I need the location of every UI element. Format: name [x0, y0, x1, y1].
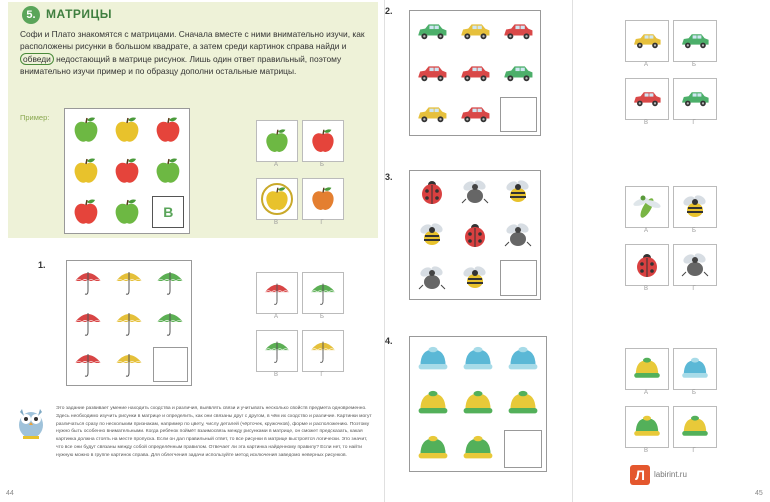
matrix-row — [67, 261, 191, 302]
umbrella-icon-red — [67, 344, 108, 385]
option-card-2[interactable] — [625, 244, 669, 286]
parent-note: Это задание развивает умение находить сходства и различия, выявлять связи и учитывать несколько свойств предмета одновременно. Здесь необходимо изучить рисунки в матрице и определить, как они связаны друг с другом, в чём их сходство и различие. Картинки могут различаться сразу по нескольким признакам, например по цвету, числу деталей (чёрточек, кружочков), форме и расположению. Поэтому нужно быть особенно внимательными. Когда ребёнок поймёт взаимосвязь между рисунками в матрице, он сможет предсказать, какая картинка должна стоять на месте пропуска. Если он дал правильный ответ, то все рисунки в матрице выстроятся логически. Это значит, что все они будут связаны между собой определённым правилом. Отвечает ли эта картинка найденному правилу? Если нет, то найти нужную можно в группе картинок справа. Для облегчения задачи используйте метод исключения заведомо неверных рисунков. — [56, 406, 372, 458]
option-card-1[interactable] — [673, 348, 717, 390]
option-label: В — [643, 120, 648, 126]
option-card-2[interactable] — [256, 330, 298, 372]
insect-icon-bee — [410, 214, 453, 257]
option-card-3[interactable] — [673, 406, 717, 448]
car-icon-red — [453, 94, 496, 135]
matrix-row — [410, 337, 546, 382]
insect-icon-ladybug — [632, 250, 662, 280]
task3-matrix — [409, 170, 541, 300]
exercise-badge: 5. — [22, 6, 40, 24]
intro-text — [20, 28, 378, 78]
insect-icon-fly — [680, 250, 710, 280]
option-label: А — [643, 390, 648, 396]
option-card-1[interactable] — [302, 272, 344, 314]
option-label: В — [643, 448, 648, 454]
matrix-cell-missing[interactable] — [497, 94, 540, 135]
umbrella-icon-green — [150, 261, 191, 302]
apple-icon-red — [148, 109, 189, 150]
insect-icon-fly — [410, 256, 453, 299]
owl-icon — [14, 404, 48, 440]
matrix-row — [410, 52, 540, 93]
option-card-3[interactable] — [673, 244, 717, 286]
car-icon-red — [631, 89, 663, 108]
hat-icon-yellow — [631, 357, 663, 381]
insect-icon-bee — [680, 192, 710, 222]
task4-number: 4. — [385, 336, 393, 346]
watermark-text: labirint.ru — [654, 470, 687, 479]
option-label: Г — [692, 448, 696, 454]
apple-icon-red — [106, 150, 147, 191]
option-label: А — [643, 62, 648, 68]
umbrella-icon-red — [263, 279, 291, 307]
option-card-2[interactable] — [256, 178, 298, 220]
option-card-0[interactable] — [625, 186, 669, 228]
apple-icon-red — [65, 192, 106, 233]
matrix-row — [410, 256, 540, 299]
option-label: А — [273, 314, 278, 320]
apple-icon-red — [309, 127, 337, 155]
option-label: Г — [320, 220, 324, 226]
answer-letter: В — [152, 196, 184, 228]
insect-icon-bee — [497, 171, 540, 214]
task4-matrix — [409, 336, 547, 472]
hat-icon-green — [455, 426, 500, 471]
matrix-row — [410, 426, 546, 471]
empty-slot[interactable] — [153, 347, 188, 382]
insect-icon-bee — [453, 256, 496, 299]
page-number-left: 44 — [6, 490, 14, 497]
hat-icon-green — [631, 415, 663, 439]
apple-icon-orange — [309, 185, 337, 213]
umbrella-icon-red — [67, 261, 108, 302]
hat-icon-yellow — [455, 382, 500, 427]
task2-number: 2. — [385, 6, 393, 16]
matrix-row — [410, 214, 540, 257]
example-matrix — [64, 108, 190, 234]
car-icon-yellow — [453, 11, 496, 52]
apple-icon-yellow — [261, 183, 293, 215]
matrix-cell-missing[interactable] — [150, 344, 191, 385]
task1-matrix — [66, 260, 192, 386]
hat-icon-blue — [455, 337, 500, 382]
option-label: Г — [692, 286, 696, 292]
car-icon-green — [497, 52, 540, 93]
insect-icon-fly — [453, 171, 496, 214]
insect-icon-ladybug — [453, 214, 496, 257]
option-card-1[interactable] — [302, 120, 344, 162]
option-label: Б — [692, 390, 696, 396]
umbrella-icon-green — [150, 302, 191, 343]
matrix-row — [410, 94, 540, 135]
hat-icon-yellow — [501, 382, 546, 427]
umbrella-icon-red — [67, 302, 108, 343]
option-card-0[interactable] — [256, 272, 298, 314]
option-card-1[interactable] — [673, 20, 717, 62]
option-card-3[interactable] — [302, 330, 344, 372]
option-card-3[interactable] — [673, 78, 717, 120]
option-label: В — [643, 286, 648, 292]
circled-word: обведи — [20, 53, 54, 65]
matrix-cell-missing[interactable] — [497, 256, 540, 299]
matrix-cell-missing[interactable] — [501, 426, 546, 471]
option-card-0[interactable] — [625, 348, 669, 390]
umbrella-icon-green — [309, 279, 337, 307]
car-icon-red — [453, 52, 496, 93]
umbrella-icon-yellow — [108, 302, 149, 343]
apple-icon-green — [65, 109, 106, 150]
example-label: Пример: — [20, 113, 50, 122]
option-label: Г — [692, 120, 696, 126]
matrix-cell-missing[interactable] — [148, 192, 189, 233]
matrix-row — [410, 11, 540, 52]
hat-icon-yellow — [410, 382, 455, 427]
option-label: А — [643, 228, 648, 234]
option-card-0[interactable] — [625, 20, 669, 62]
option-label: В — [273, 220, 278, 226]
car-icon-green — [679, 31, 711, 50]
option-label: В — [273, 372, 278, 378]
option-label: Б — [692, 228, 696, 234]
option-card-1[interactable] — [673, 186, 717, 228]
task1-number: 1. — [38, 260, 46, 270]
intro-part-1: Софи и Плато знакомятся с матрицами. Сначала вместе с ними внимательно изучи, как расположены рисунки в большом квадрате, а затем среди картинок справа найди и — [20, 29, 365, 52]
matrix-row — [410, 382, 546, 427]
apple-icon-yellow — [65, 150, 106, 191]
empty-slot[interactable] — [500, 260, 537, 296]
option-label: Б — [320, 314, 324, 320]
matrix-row — [67, 344, 191, 385]
intro-part-2: недостающий в матрице рисунок. Лишь один ответ правильный, поэтому внимательно изучи пример и по образцу дополни остальные матрицы. — [20, 53, 342, 77]
option-label: Б — [320, 162, 324, 168]
empty-slot[interactable] — [504, 430, 542, 468]
car-icon-green — [410, 11, 453, 52]
matrix-row — [410, 171, 540, 214]
task2-matrix — [409, 10, 541, 136]
option-label: Г — [320, 372, 324, 378]
option-card-0[interactable] — [256, 120, 298, 162]
apple-icon-green — [148, 150, 189, 191]
umbrella-icon-green — [263, 337, 291, 365]
car-icon-yellow — [631, 31, 663, 50]
hat-icon-green — [410, 426, 455, 471]
umbrella-icon-yellow — [108, 344, 149, 385]
car-icon-red — [410, 52, 453, 93]
car-icon-yellow — [410, 94, 453, 135]
hat-icon-blue — [501, 337, 546, 382]
option-card-3[interactable] — [302, 178, 344, 220]
apple-icon-yellow — [106, 109, 147, 150]
insect-icon-dragonfly — [632, 192, 662, 222]
task3-number: 3. — [385, 172, 393, 182]
car-icon-red — [497, 11, 540, 52]
matrix-row — [65, 192, 189, 233]
page-number-right: 45 — [755, 490, 763, 497]
insect-icon-ladybug — [410, 171, 453, 214]
umbrella-icon-yellow — [108, 261, 149, 302]
matrix-row — [67, 302, 191, 343]
apple-icon-green — [106, 192, 147, 233]
option-label: А — [273, 162, 278, 168]
apple-icon-green — [263, 127, 291, 155]
matrix-row — [65, 109, 189, 150]
right-page — [385, 0, 770, 502]
exercise-title: МАТРИЦЫ — [46, 7, 113, 21]
watermark-logo: Л — [630, 465, 650, 485]
matrix-row — [65, 150, 189, 191]
option-label: Б — [692, 62, 696, 68]
insect-icon-fly — [497, 214, 540, 257]
hat-icon-blue — [679, 357, 711, 381]
hat-icon-blue — [410, 337, 455, 382]
hat-icon-yellow — [679, 415, 711, 439]
empty-slot[interactable] — [500, 97, 537, 132]
car-icon-green — [679, 89, 711, 108]
option-card-2[interactable] — [625, 78, 669, 120]
option-card-2[interactable] — [625, 406, 669, 448]
umbrella-icon-yellow — [309, 337, 337, 365]
